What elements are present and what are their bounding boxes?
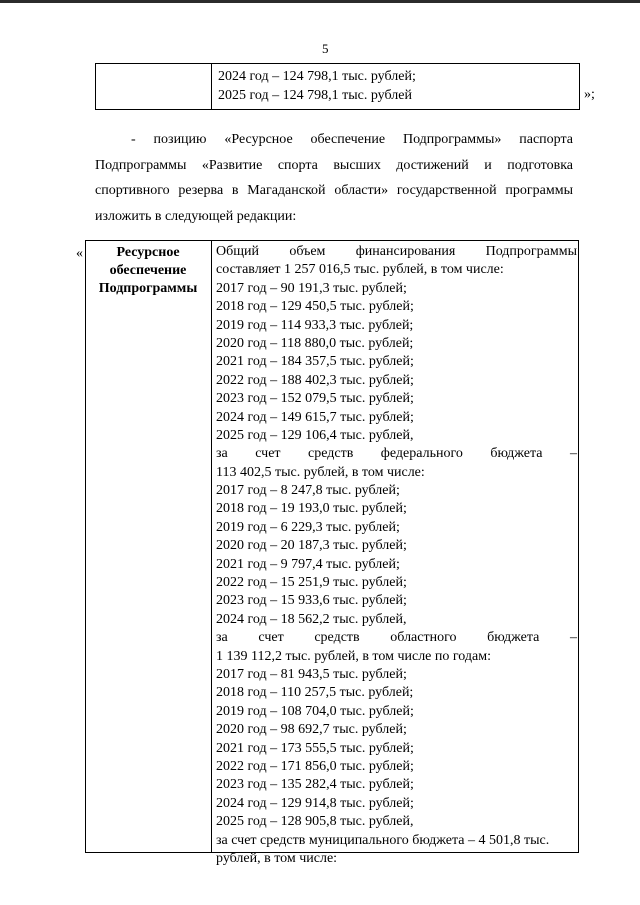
content-line: 2017 год – 90 191,3 тыс. рублей; — [216, 280, 407, 296]
table-divider — [211, 240, 212, 853]
content-line: 2018 год – 19 193,0 тыс. рублей; — [216, 501, 407, 517]
content-line: 2021 год – 9 797,4 тыс. рублей; — [216, 556, 400, 572]
content-line: Общий объем финансирования Подпрограммы — [216, 244, 577, 259]
content-line: 2020 год – 98 692,7 тыс. рублей; — [216, 722, 407, 738]
content-line: 2023 год – 135 282,4 тыс. рублей; — [216, 777, 414, 793]
resource-content — [216, 243, 577, 868]
content-line: 2017 год – 81 943,5 тыс. рублей; — [216, 666, 407, 682]
paragraph-line: спортивного резерва в Магаданской области» государственной программы — [95, 183, 573, 199]
content-line: 2024 год – 149 615,7 тыс. рублей; — [216, 409, 414, 425]
table-right-border — [578, 240, 579, 853]
content-line: 113 402,5 тыс. рублей, в том числе: — [216, 464, 425, 480]
content-line: 2022 год – 188 402,3 тыс. рублей; — [216, 372, 414, 388]
content-line: 2021 год – 184 357,5 тыс. рублей; — [216, 354, 414, 370]
prev-table-line: 2024 год – 124 798,1 тыс. рублей; — [218, 69, 416, 84]
content-line: 2020 год – 20 187,3 тыс. рублей; — [216, 538, 407, 554]
content-line: 2024 год – 18 562,2 тыс. рублей, — [216, 611, 407, 627]
content-line: 2019 год – 114 933,3 тыс. рублей; — [216, 317, 414, 333]
resource-label: Ресурсное обеспечение Подпрограммы — [98, 245, 198, 296]
content-line: за счет средств федерального бюджета – — [216, 446, 577, 462]
page-number: 5 — [322, 41, 329, 56]
content-line: 2019 год – 6 229,3 тыс. рублей; — [216, 519, 400, 535]
table-left-border — [85, 240, 86, 853]
content-line: 2018 год – 129 450,5 тыс. рублей; — [216, 299, 414, 315]
prev-table-left-border — [95, 63, 96, 110]
content-line: 2022 год – 171 856,0 тыс. рублей; — [216, 758, 414, 774]
prev-table-line: 2025 год – 124 798,1 тыс. рублей — [218, 88, 412, 103]
paragraph-line: Подпрограммы «Развитие спорта высших достижений и подготовка — [95, 157, 573, 173]
content-line: за счет средств муниципального бюджета – 4 501,8 тыс. — [216, 832, 550, 848]
content-line: 2023 год – 152 079,5 тыс. рублей; — [216, 391, 414, 407]
content-line: 2024 год – 129 914,8 тыс. рублей; — [216, 795, 414, 811]
content-line: 1 139 112,2 тыс. рублей, в том числе по годам: — [216, 648, 491, 664]
content-line: 2023 год – 15 933,6 тыс. рублей; — [216, 593, 407, 609]
content-line: за счет средств областного бюджета – — [216, 630, 577, 646]
content-line: 2020 год – 118 880,0 тыс. рублей; — [216, 335, 414, 351]
content-line: 2018 год – 110 257,5 тыс. рублей; — [216, 685, 414, 701]
content-line: 2022 год – 15 251,9 тыс. рублей; — [216, 575, 407, 591]
opening-quote: « — [76, 246, 83, 261]
content-line: рублей, в том числе: — [216, 850, 338, 866]
instruction-paragraph — [95, 127, 573, 230]
content-line: 2017 год – 8 247,8 тыс. рублей; — [216, 483, 400, 499]
content-line: 2019 год – 108 704,0 тыс. рублей; — [216, 703, 414, 719]
prev-table-divider — [211, 63, 212, 110]
paragraph-line: - позицию «Ресурсное обеспечение Подпрограммы» паспорта — [131, 132, 573, 147]
paragraph-line: изложить в следующей редакции: — [95, 209, 297, 225]
content-line: 2021 год – 173 555,5 тыс. рублей; — [216, 740, 414, 756]
prev-table-right-border — [579, 63, 580, 110]
content-line: 2025 год – 129 106,4 тыс. рублей, — [216, 427, 414, 443]
prev-table-top-border — [95, 63, 580, 64]
content-line: составляет 1 257 016,5 тыс. рублей, в том числе: — [216, 262, 504, 278]
content-line: 2025 год – 128 905,8 тыс. рублей, — [216, 814, 414, 830]
closing-quote: »; — [584, 87, 595, 102]
prev-table-bottom-border — [95, 109, 580, 110]
scan-top-border — [0, 0, 640, 3]
table-top-border — [85, 240, 579, 241]
